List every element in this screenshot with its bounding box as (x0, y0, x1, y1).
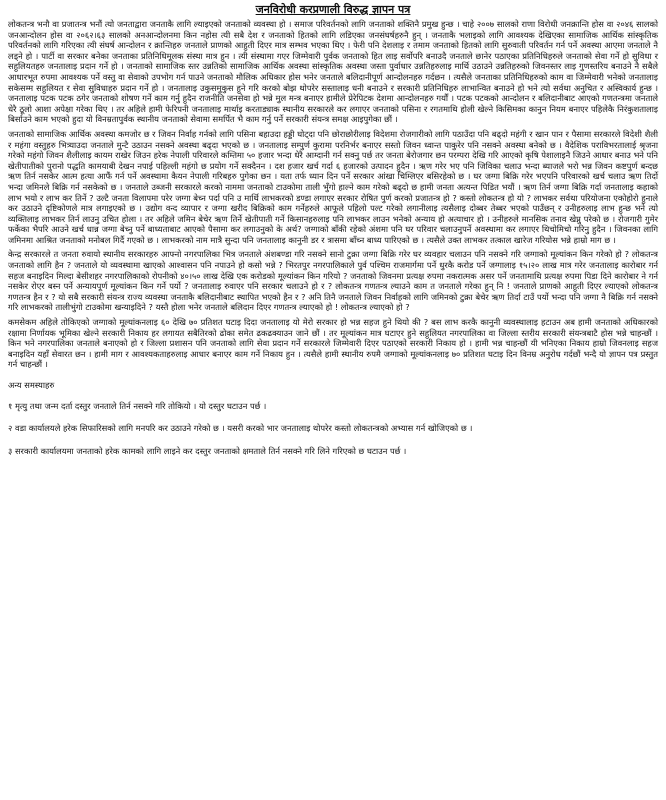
paragraph-intro: लोकतन्त्र भनौ वा प्रजातन्त्र भनौं त्यो जनताद्वारा जनताकै लागि ल्याइएको जनताको व्यवस्था हो । समाज परिवर्तनको लागि जनताको शक्तिनै प्रमुख हुन्छ । चाहे २००७ सालको राणा विरोधी जनक्रान्ति होस वा २०४६ सालको जनआन्दोलन होस वा २०६२।६३ सालको अनआन्दोलनमा किन नहोस त्यी सबै देश र जनताको हितको लागि लडिएका जनसंघर्षहरुनै हुन् । जनताकै भलाइको लागि आवश्यक देखिएका सामाजिक आर्थिक सांस्कृतिक परिवर्तनको लागि गरिएका त्यी संघर्ष आन्दोलन र क्रान्तिहरु जनताले प्राणको आहुती दिएर मात्र सम्भव भएका थिए । फेरी पनि देशलाइ र तमाम जनताको हितको लागि सुरुवाती परिवर्तन गर्न पर्ने अवस्था आएमा जनताले नै लड्ने हो । पार्टी वा सरकार बनेका जनताका प्रतिनिधिमूलक संस्था मात्र हुन । त्यी संस्थामा गएर जिम्मेवारी पुर्वक जनताको हित लाइ सर्वोपरि बनाउदै जनताले छानेर पठाएका प्रतिनिधिहरुले जनताको सेवा गर्ने हो सुविधा र सहुलियतहरु जनतालाइ प्रदान गर्ने हो । जनताको सामाजिक स्तर उन्नतिको सामाजिक आर्थिक अवस्था सांस्कृतिक अवस्था जस्ता पुर्वाधार उन्नतिहरुलाइ मार्थि उठाउने उन्नतिहरुको जिवनस्तर लाइ गुणस्तरिय बनाउने नै सबैले आधारभूत रुपमा आवश्यक पर्ने वस्तु वा सेवाको उपभोग गर्न पाउने जनताको मौलिक अधिकार होस भनेर जनताले बलिदानीपूर्ण आन्दोलनहरु गर्दछन । त्यसैले जनताका प्रतिनिधिहरुको काम वा जिम्मेवारी भनेको जनतालाइ सकेसम्म सहुलियत र सेवा सुविधाहरु प्रदान गर्ने हो । जनतालाइ उकुसमुकुस हुने गरि करको बोझ थोपरेर सस्तालाइ धनी बनाउने र सरकारी प्रतिनिधिहरु लाभान्वित बनाउने हो भने त्यो सर्वथा अनुचित र अस्विकार्य हुन्छ । जनतालाइ पटक पटक ठगेर जनताको शोषण गर्ने काम गर्नु हुदैन राजनीति जनसेवा हो भन्ने मुल मन्त्र बनाएर हामीले प्रेरेपिटक देशमा आन्दोलनहरु गर्यौं । पटक पटकको आन्दोलन र बलिदानीबाट आएको गणतन्त्रमा जनताले धेरै ठूलो आशा अपेक्षा गरेका थिए । तर अहिले हामी फेरिपनी जनतालाइ मार्थाइ करताड्याक स्थानीय सरकारले कर लगाएर जनताको पसिना र रगतमाथि होली खेल्ने किसिमका कानुन नियम बनाएर पहिलेकै निरंकुशतालाइ बिर्साउने काम भएको हुदा यो विनम्रतापुर्वक स्थानीय जनताको सेवामा समर्पित भै काम गर्नु पर्ने सरकारी संयन्त्र समक्ष आइपुगेका छौं । (8, 19, 658, 125)
paragraph-economic-condition: जनताको सामाजिक आर्थिक अवस्था कमजोर छ र जिवन निर्वाह गर्नको लागि पसिना बहाउदा हड्डी घोट्दा पनि छोराछोरीलाइ विदेशमा रोजगारीको लागि पठाउँदा पनि बढ्दो महंगी र खान पान र पैसामा सरकारले विदेशी शैली र महंगा वस्तुहरु भित्र्याउदा जनताले मुन्टै उठाउन नसक्ने अवस्था बढ्दा भएको छ । जनतालाइ सम्पुर्ण कुरामा परनिर्भर बनाएर सस्तो जिवन ध्वान्त पाकुरेर पनि नसक्ने अवस्था बनेको छ । वैदेशिक पराविभरतालाई श्रृजना गरेको महंगो जिवन शैलीलाइ कायम राखेर जिउन हरेक नेपाली परिवारले कम्तिमा ५० हजार भन्दा धेरै आम्दानी गर्न सक्नु पर्छ तर जनता बेरोजगार छन परम्परा देखि गरि आएको कृषि पेशालाइनै जिउने आधार बनाउ भने पनि खेतीपातीको पुरानो पद्धति कामयाबी देखन नपाई पहिल्ली महंगो छ प्रयोग गर्ने सक्दैनन । दश हजार खर्च गर्दा ६ हजारको उत्पादन हुदैन । ऋण गरेर भए पनि जिविका चलाउ भन्दा ब्याजले भरो भन्न जिवन कष्टपुर्ण बन्दछ ऋण तिर्न नसकेर आत्म हत्या आफैं गर्न पर्ने अवस्थामा कैयन नेपाली गरिबहरु पुगेका छन । यता तर्फ ध्यान दिन पर्ने सरकार आंखा चिम्लिएर बसिरहेको छ । घर जग्गा बिक्रि गरेर भएपनि परिवारको खर्च चलाउ ऋण तिर्दो भन्दा जमिनले बिक्रि गर्न नसकेको छ । जनताले उब्जनी सरकारले करको नाममा जनताको टाउकोमा ताली भुँगो हाल्ने काम गरेको बढ्दो छ हामी जनता अत्यन्त पिडित भयौं । ऋण तिर्न जग्गा बिक्रि गर्दा जनतालाइ कहाको लाभ भयो र लाभ कर तिर्ने ? उल्टै जनता विलापमा परेर जग्गा बेच्न पर्दा पनि उ मार्थि लाभकरको डण्डा लगाएर सरकार रोषित पुर्ण करको प्रजातन्त्र हो ? कस्तो लोकतन्त्र हो यो ? लाभकर सर्वथा परियोजना एकोहोरो हुनाले कर उठाउने दृष्टिकोणले मात्र लगाइएको छ । उद्योग वन्द व्यापार र जग्गा खरीद बिक्रिको काम गर्नेहरुले आफूले पहिलो पल्ट गरेको लगानीलाइ त्यसैलाइ दोब्बर तेब्बर भएको पाउँछन् र उनीहरुलाइ लाभ हुन्छ भने त्यो व्यक्तिलाइ लाभकर तिर्न लाउनु उचित होला । तर अहिले जमिन बेचेर ऋण तिर्ने खेतीपाती गर्ने किसानहरुलाइ पनि लाभकर लाउन भनेको अन्याय हो अत्याचार हो । उनीहरुले मानसिक तनाव खेप्नु परेको छ । रोजगारी गुमेर फर्केका भैपरि आउने खर्च धान्न जग्गा बेच्नु पर्ने बाध्यताबाट आएको पैसामा कर लगाउनुको के अर्थ? जग्गाको बाँकी रहेको अंशमा पनि घर परिवार चलाउनुपर्ने अवस्थामा कर लगाएर थिचोमिचो गरिनु हुदैन । जिवनका लागि जमिनमा आश्रित जनताको मनोबल गिर्दै गएको छ । लाभकरको नाम मात्रै सुन्दा पनि जनतालाइ कानुनी डर र त्रासमा बाँच्न बाध्य पारिएको छ । त्यसैले उक्त लाभकर तत्काल खारेज गरियोस भन्ने हाम्रो माग छ । (8, 128, 658, 245)
paragraph-land-valuation: केन्द्र सरकारले त जनता रुवायो स्थानीय सरकारहरु आफ्नो नगरपालिका भित्र जनताले अंशबण्डा गरि नसक्ने सानो टुक्रा जग्गा बिक्रि गरेर घर व्यवहार चलाउन पनि नसक्ने गरि जग्गाको मूल्यांकन किन गरेको हो ? लोकतन्त्र जनताको लागि हैन ? जनताले यो व्यवस्थामा खाएको आश्वासन पनि नपाउने हो कसो भन्ने ? भिरतपुर नगरपालिकाले पुर्व पश्चिम राजमार्गमा पर्ने धुरकै करोड पर्ने जग्गालाइ १५।२० लाख मात्र गरेर जनतालाइ कारोबार गर्न सहज बनाइदिन मिल्दा बेसीशहर नगरपालिकाको रोपनीको ४०।५० लाख देखि एक करोडको मूल्यांकन किन गरियो ? जनताको जिवनमा प्रत्यक्ष रुपमा नकरात्मक असर पर्ने जनतामाथि प्रत्यक्ष रुपमा पिडा दिने कारोबार ने गर्न नसकेर रोएर बस्न पर्ने अन्यायपूर्ण मूल्यांकन किन गर्ने पर्यो ? जनतालाइ रुवाएर पनि सरकार चलाउने हो र ? लोकतन्त्र गणतन्त्र ल्याउने काम त जनताले गरेका हुन् नि ! जनताले प्राणको आहुती दिएर ल्याएको लोकतन्त्र गणतन्त्र हैन र ? यो सबै सरकारी संयन्त्र राज्य व्यवस्था जनताकै बलिदानीबाट स्थापित भएको हैन र ? अनि तिनै जनताले जिवन निर्वाहको लागि जमिनको टुक्रा बेचेर ऋण तिर्दा टाउँ पर्यो भन्दा पनि जग्गा नै बिक्रि गर्न नसक्ने गरि लाभकरको तालीभुंगो टाउकोमा खन्याइदिने ? यस्तै होला भनेर जनताले बलिदान दिएर गणतन्त्र ल्याएको हो ! लोकतन्त्र ल्याएको हो ? (8, 249, 658, 313)
issue-item-3: ३ सरकारी कार्यालयमा जनताको हरेक कामको लागि लाइने कर दस्तुर जनताको क्षमताले तिर्न नसक्ने गरि लिने गरिएको छ घटाउन पर्छ । (8, 445, 407, 456)
paragraph-demand: कमसेकम अहिले तोकिएको जग्गाको मूल्यांकनलाइ ६० देखि ७० प्रतिशत घटाइ दिदा जनतालाइ यो मेरो सरकार हो भन्न सहज हुने थियो की ? बस लाभ करकै कानुनी व्यवस्थालाइ हटाउन अब हामी जनताको अधिकारको रक्षामा निर्णायक भूमिका खेल्ने सरकारी निकाय हर लगायत सबैतिरको ढोका समेत ढकढक्याउन जाने छौं । तर मूल्यांकन मात्र घटाएर हुने सहुलियत नगरपालिका वा जिल्ला स्तरीय सरकारी संयन्त्रबाटै होस भन्ने चाहन्छौं । किन भने नगरपालिका जनताले बनाएको हो र जिल्ला प्रशासन पनि जनताको लागि सेवा प्रदान गर्ने सरकारले जिम्मेवारी दिएर पठाएको सरकारी निकाय हो । हामी भन्न चाहन्छौं यी भनिएका निकाय हाम्रो जिवनलाइ सहज बनाइदिन यहाँ सेवारत छन । हामी माग र आवश्यकताहरुलाइ आधार बनाएर काम गर्ने निकाय हुन । त्यसैले हामी स्थानीय रुपमै जग्गाको मूल्यांकनलाइ ७० प्रतिशत घटाइ दिन विनम्र अनुरोध गर्दछौं भन्दै यो ज्ञापन पत्र प्रस्तुत गर्न चाहन्छौं । (8, 317, 658, 370)
document-title: जनविरोधी करप्रणाली विरुद्ध ज्ञापन पत्र (255, 3, 411, 16)
issue-item-1: १ मृत्यु तथा जन्म दर्ता दस्तुर जनताले तिर्न नसक्ने गरि तोकियो । यो दस्तुर घटाउन पर्छ । (8, 400, 267, 411)
issue-item-2: २ वडा कार्यालयले हरेक सिफारिसको लागि मनपरि कर उठाउने गरेको छ । यसरी करको भार जनतालाइ थोपरेर कस्तो लोकतन्त्रको अभ्यास गर्न खोजिएको छ । (8, 423, 473, 434)
other-issues-heading: अन्य समस्याहरु (8, 380, 55, 390)
